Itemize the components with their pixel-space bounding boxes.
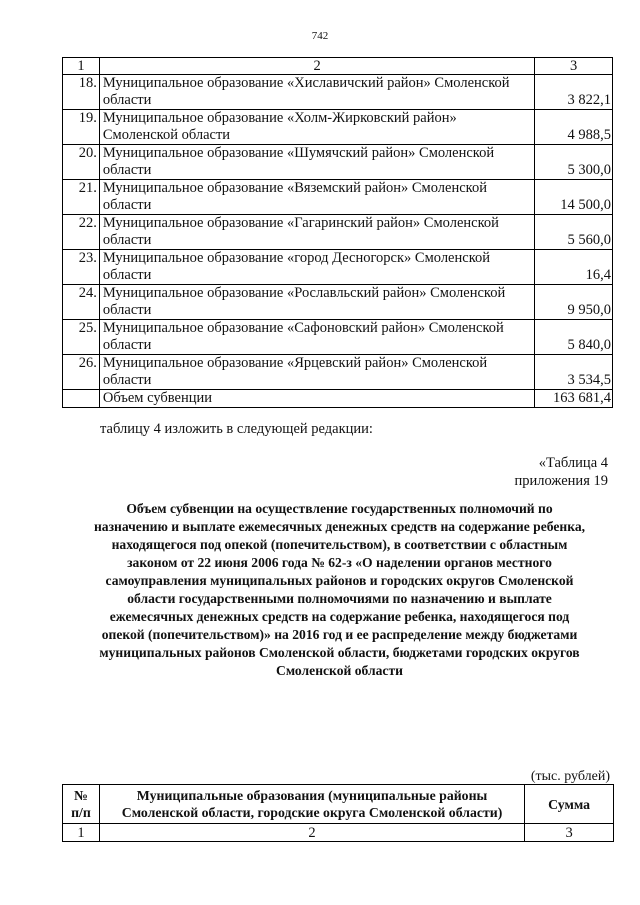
subvention-amount: 5 300,0 <box>535 145 613 180</box>
subvention-amount: 4 988,5 <box>535 110 613 145</box>
column-index-row <box>63 58 613 75</box>
header-sum: Сумма <box>525 785 614 824</box>
row-number: 22. <box>63 215 100 250</box>
total-row <box>63 390 613 408</box>
column-index-3: 3 <box>525 824 614 842</box>
table-row <box>63 75 613 110</box>
subvention-amount: 5 560,0 <box>535 215 613 250</box>
title-line: находящегося под опекой (попечительством), в соответствии с областным <box>111 537 568 552</box>
title-line: назначению и выплате ежемесячных денежных средств на содержание ребенка, <box>93 519 586 534</box>
subvention-amount: 3 822,1 <box>535 75 613 110</box>
row-number: 24. <box>63 285 100 320</box>
total-row-number <box>63 390 100 408</box>
column-index-row <box>63 824 614 842</box>
table-row <box>63 250 613 285</box>
municipality-name: Муниципальное образование «Хиславичский район» Смоленской области <box>99 75 534 110</box>
municipality-name: Муниципальное образование «Гагаринский район» Смоленской области <box>99 215 534 250</box>
subvention-amount: 3 534,5 <box>535 355 613 390</box>
page-number: 742 <box>311 30 329 42</box>
title-line: законом от 22 июня 2006 года № 62-з «О наделении органов местного <box>127 555 552 570</box>
title-line: Объем субвенции на осуществление государственных полномочий по <box>126 501 553 516</box>
column-index-1: 1 <box>63 58 100 75</box>
column-index-2: 2 <box>99 58 534 75</box>
table-body <box>63 75 613 390</box>
row-number: 20. <box>63 145 100 180</box>
column-index-2: 2 <box>99 824 524 842</box>
row-number: 19. <box>63 110 100 145</box>
title-line: муниципальных районов Смоленской области, бюджетами городских округов <box>99 645 580 660</box>
municipality-name: Муниципальное образование «Вяземский район» Смоленской области <box>99 180 534 215</box>
title-line: Смоленской области <box>276 663 403 678</box>
subvention-amount: 14 500,0 <box>535 180 613 215</box>
column-index-3: 3 <box>535 58 613 75</box>
document-title <box>64 500 615 680</box>
total-value: 163 681,4 <box>535 390 613 408</box>
table-caption-line-1: «Таблица 4 <box>538 455 608 471</box>
row-number: 21. <box>63 180 100 215</box>
table-row <box>63 180 613 215</box>
municipality-name: Муниципальное образование «город Десногорск» Смоленской области <box>99 250 534 285</box>
municipality-name: Муниципальное образование «Рославльский район» Смоленской области <box>99 285 534 320</box>
subvention-amount: 5 840,0 <box>535 320 613 355</box>
subvention-amount: 9 950,0 <box>535 285 613 320</box>
header-municipalities-line-2: Смоленской области, городские округа Смоленской области) <box>121 805 503 820</box>
amendment-instruction: таблицу 4 изложить в следующей редакции: <box>100 421 373 437</box>
header-number-line-1: № <box>74 788 88 803</box>
table-row <box>63 215 613 250</box>
title-line: самоуправления муниципальных районов и городских округов Смоленской <box>105 573 574 588</box>
subvention-amount: 16,4 <box>535 250 613 285</box>
new-table-4 <box>62 784 614 842</box>
header-municipalities-line-1: Муниципальные образования (муниципальные районы <box>136 788 488 803</box>
table-caption <box>515 454 608 490</box>
table-row <box>63 355 613 390</box>
unit-note: (тыс. рублей) <box>530 769 610 784</box>
table-row <box>63 320 613 355</box>
row-number: 18. <box>63 75 100 110</box>
row-number: 23. <box>63 250 100 285</box>
row-number: 26. <box>63 355 100 390</box>
header-number <box>63 785 100 824</box>
header-municipalities <box>99 785 524 824</box>
title-line: области государственными полномочиями по назначению и выплате <box>127 591 552 606</box>
title-line: опекой (попечительством)» на 2016 год и ее распределение между бюджетами <box>101 627 578 642</box>
total-label: Объем субвенции <box>99 390 534 408</box>
table-row <box>63 145 613 180</box>
header-number-line-2: п/п <box>71 805 91 820</box>
row-number: 25. <box>63 320 100 355</box>
municipality-name: Муниципальное образование «Холм-Жирковский район» Смоленской области <box>99 110 534 145</box>
municipality-name: Муниципальное образование «Ярцевский район» Смоленской области <box>99 355 534 390</box>
municipality-name: Муниципальное образование «Шумячский район» Смоленской области <box>99 145 534 180</box>
municipality-name: Муниципальное образование «Сафоновский район» Смоленской области <box>99 320 534 355</box>
column-index-1: 1 <box>63 824 100 842</box>
header-row <box>63 785 614 824</box>
subvention-table-continued <box>62 57 613 408</box>
table-row <box>63 285 613 320</box>
title-line: ежемесячных денежных средств на содержание ребенка, находящегося под <box>109 609 570 624</box>
table-caption-line-2: приложения 19 <box>514 473 608 489</box>
table-row <box>63 110 613 145</box>
